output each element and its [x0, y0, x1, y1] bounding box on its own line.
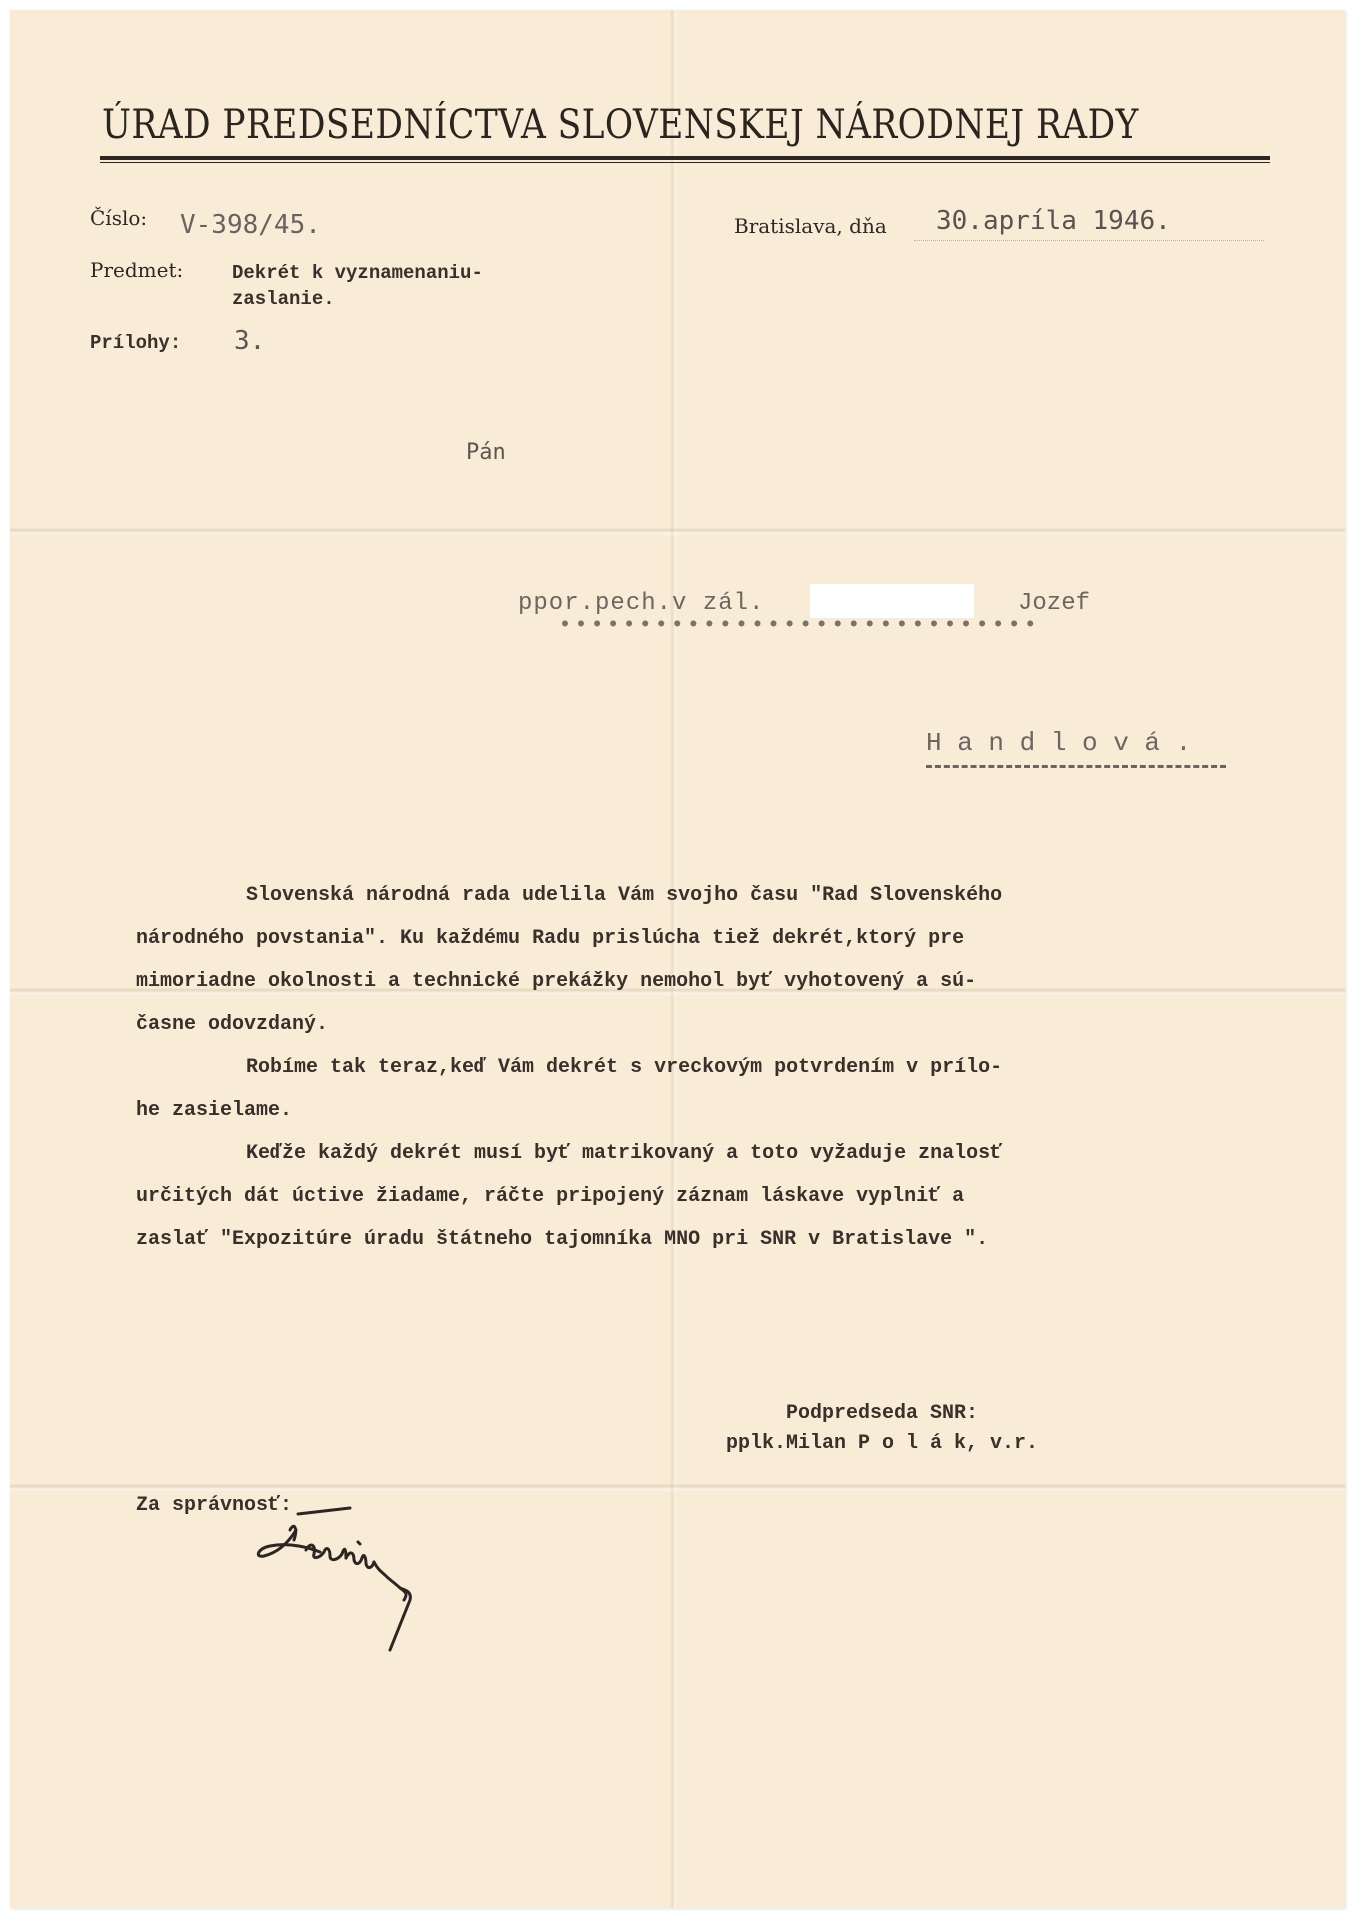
prilohy-label: Prílohy: — [90, 332, 182, 354]
addressee-dotted-line: ● ● ● ● ● ● ● ● ● ● ● ● ● ● ● ● ● ● ● ● ● ● ● ● ● ● ● ● ● ● — [562, 618, 1036, 629]
addressee-first-name: Jozef — [1018, 590, 1091, 617]
handwritten-signature-icon — [250, 1500, 430, 1670]
town-underline — [926, 762, 1226, 768]
document-page — [10, 10, 1345, 1908]
paragraph-3-line-1: Keďže každý dekrét musí byť matrikovaný a toto vyžaduje znalosť — [246, 1142, 1003, 1165]
predmet-line-1: Dekrét k vyznamenaniu- — [232, 262, 483, 284]
place-label: Bratislava, dňa — [734, 214, 887, 238]
paragraph-1-line-3: mimoriadne okolnosti a technické prekážky nemohol byť vyhotovený a sú- — [136, 970, 977, 993]
redacted-surname — [810, 584, 974, 618]
date-underline — [914, 240, 1264, 241]
predmet-label: Predmet: — [90, 258, 184, 282]
addressee-town: H a n d l o v á . — [926, 728, 1192, 758]
signatory-title: Podpredseda SNR: — [786, 1402, 979, 1425]
salutation: Pán — [466, 440, 506, 465]
paragraph-2-line-2: he zasielame. — [136, 1099, 293, 1122]
letterhead-title: ÚRAD PREDSEDNÍCTVA SLOVENSKEJ NÁRODNEJ RADY — [102, 102, 1139, 148]
certification-label: Za správnosť: — [136, 1494, 293, 1517]
paragraph-1-line-4: časne odovzdaný. — [136, 1013, 329, 1036]
letterhead-rule-thin — [100, 162, 1270, 163]
paragraph-2-line-1: Robíme tak teraz,keď Vám dekrét s vreckovým potvrdením v prílo- — [246, 1056, 1003, 1079]
prilohy-value: 3. — [234, 326, 266, 356]
predmet-line-2: zaslanie. — [232, 288, 335, 310]
cislo-value: V-398/45. — [180, 210, 321, 240]
paragraph-1-line-2: národného povstania". Ku každému Radu prislúcha tiež dekrét,ktorý pre — [136, 927, 965, 950]
paragraph-1-line-1: Slovenská národná rada udelila Vám svojho času "Rad Slovenského — [246, 884, 1003, 907]
signatory-name: pplk.Milan P o l á k, v.r. — [726, 1432, 1039, 1455]
paragraph-3-line-2: určitých dát úctive žiadame, ráčte pripojený záznam láskave vyplniť a — [136, 1185, 965, 1208]
paragraph-3-line-3: zaslať "Expozitúre úradu štátneho tajomníka MNO pri SNR v Bratislave ". — [136, 1228, 989, 1251]
letterhead-rule — [100, 156, 1270, 160]
date-value: 30.apríla 1946. — [936, 206, 1171, 236]
addressee-rank: ppor.pech.v zál. — [518, 590, 765, 617]
cislo-label: Číslo: — [90, 206, 148, 230]
